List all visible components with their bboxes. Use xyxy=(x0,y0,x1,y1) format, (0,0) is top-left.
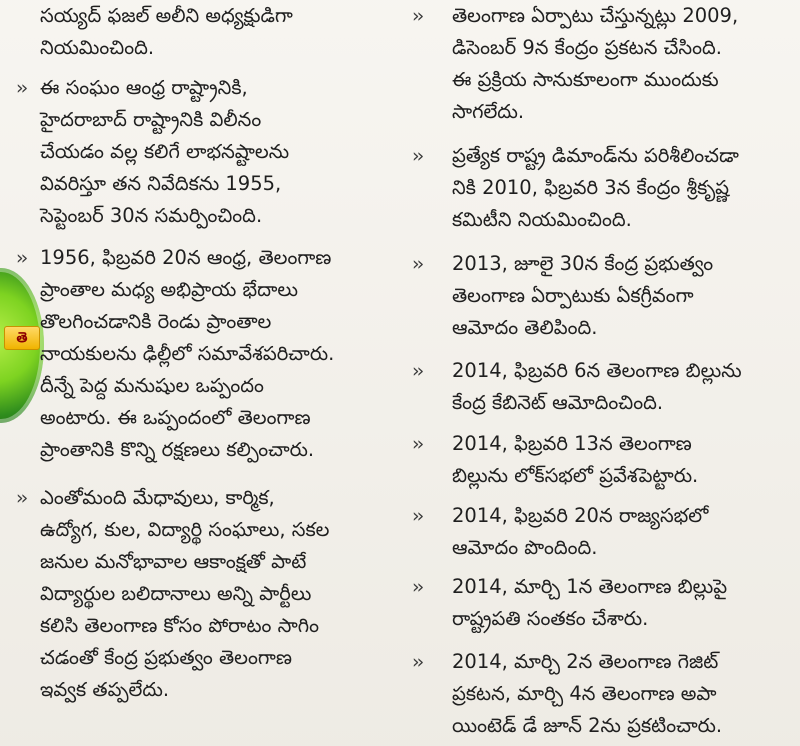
left-item-1-text: ఈ సంఘం ఆంధ్ర రాష్ట్రానికి, హైదరాబాద్ రాష్ట్రానికి విలీనం చేయడం వల్ల కలిగే లాభనష్టాలను వివరిస్తూ తన నివేదికను 1955, సెప్టెంబర్ 30న సమర్పించింది. xyxy=(40,76,290,227)
left-item-1 xyxy=(16,72,380,238)
bullet-icon: ›› xyxy=(412,145,422,167)
left-item-3-text: ఎంతోమంది మేధావులు, కార్మిక, ఉద్యోగ, కుల, విద్యార్థి సంఘాలు, సకల జనుల మనోభావాల ఆకాంక్షతో పాటే విద్యార్థుల బలిదానాలు అన్ని పార్టీలు కలిసి తెలంగాణ కోసం పోరాటం సాగిం చడంతో కేంద్ర ప్రభుత్వం తెలంగాణ ఇవ్వక తప్పలేదు. xyxy=(40,486,330,701)
bullet-icon: ›› xyxy=(412,651,422,673)
right-item-4-text: 2014, ఫిబ్రవరి 6న తెలంగాణ బిల్లును కేంద్ర కేబినెట్ ఆమోదించింది. xyxy=(452,359,742,414)
right-item-5-text: 2014, ఫిబ్రవరి 13న తెలంగాణ బిల్లును లోక్‌సభలో ప్రవేశపెట్టారు. xyxy=(452,432,699,487)
bullet-icon: ›› xyxy=(412,253,422,275)
left-column xyxy=(16,0,380,746)
bullet-icon: ›› xyxy=(412,576,422,598)
right-item-5 xyxy=(412,428,790,498)
right-item-8 xyxy=(412,646,790,742)
right-item-3 xyxy=(412,248,790,350)
left-item-2 xyxy=(16,242,380,474)
right-item-6 xyxy=(412,500,790,570)
right-item-1-text: తెలంగాణ ఏర్పాటు చేస్తున్నట్లు 2009, డిసెంబర్ 9న కేంద్రం ప్రకటన చేసింది. ఈ ప్రక్రియ సానుకూలంగా ముందుకు సాగలేదు. xyxy=(452,4,739,123)
bullet-icon: ›› xyxy=(16,77,26,99)
right-column xyxy=(412,0,790,746)
left-intro-block xyxy=(16,0,380,66)
right-item-6-text: 2014, ఫిబ్రవరి 20న రాజ్యసభలో ఆమోదం పొందింది. xyxy=(452,504,709,559)
left-intro-text: సయ్యద్ ఫజల్ అలీని అధ్యక్షుడిగా నియమించింది. xyxy=(40,4,293,59)
right-item-2-text: ప్రత్యేక రాష్ట్ర డిమాండ్‌ను పరిశీలించడా నికి 2010, ఫిబ్రవరి 3న కేంద్రం శ్రీకృష్ణ కమిటీని నియమించింది. xyxy=(452,144,739,231)
right-item-7-text: 2014, మార్చి 1న తెలంగాణ బిల్లుపై రాష్ట్రపతి సంతకం చేశారు. xyxy=(452,575,728,630)
left-item-2-text: 1956, ఫిబ్రవరి 20న ఆంధ్ర, తెలంగాణ ప్రాంతాల మధ్య అభిప్రాయ భేదాలు తొలగించడానికి రెండు ప్రాంతాల నాయకులను ఢిల్లీలో సమావేశపరిచారు. దీన్నే పెద్ద మనుషుల ఒప్పందం అంటారు. ఈ ఒప్పందంలో తెలంగాణ ప్రాంతానికి కొన్ని రక్షణలు కల్పించారు. xyxy=(40,246,335,461)
bullet-icon: ›› xyxy=(16,247,26,269)
left-item-3 xyxy=(16,482,380,714)
logo-badge: తె xyxy=(4,326,40,350)
right-item-2 xyxy=(412,140,790,242)
right-item-3-text: 2013, జూలై 30న కేంద్ర ప్రభుత్వం తెలంగాణ ఏర్పాటుకు ఏకగ్రీవంగా ఆమోదం తెలిపింది. xyxy=(452,252,714,339)
bullet-icon: ›› xyxy=(412,5,422,27)
bullet-icon: ›› xyxy=(412,433,422,455)
bullet-icon: ›› xyxy=(412,505,422,527)
right-item-4 xyxy=(412,355,790,425)
right-item-7 xyxy=(412,571,790,641)
bullet-icon: ›› xyxy=(412,360,422,382)
right-item-8-text: 2014, మార్చి 2న తెలంగాణ గెజిట్ ప్రకటన, మార్చి 4న తెలంగాణ అపా యింటెడ్ డే జూన్ 2ను ప్రకటించారు. xyxy=(452,650,723,737)
bullet-icon: ›› xyxy=(16,487,26,509)
right-item-1 xyxy=(412,0,790,134)
